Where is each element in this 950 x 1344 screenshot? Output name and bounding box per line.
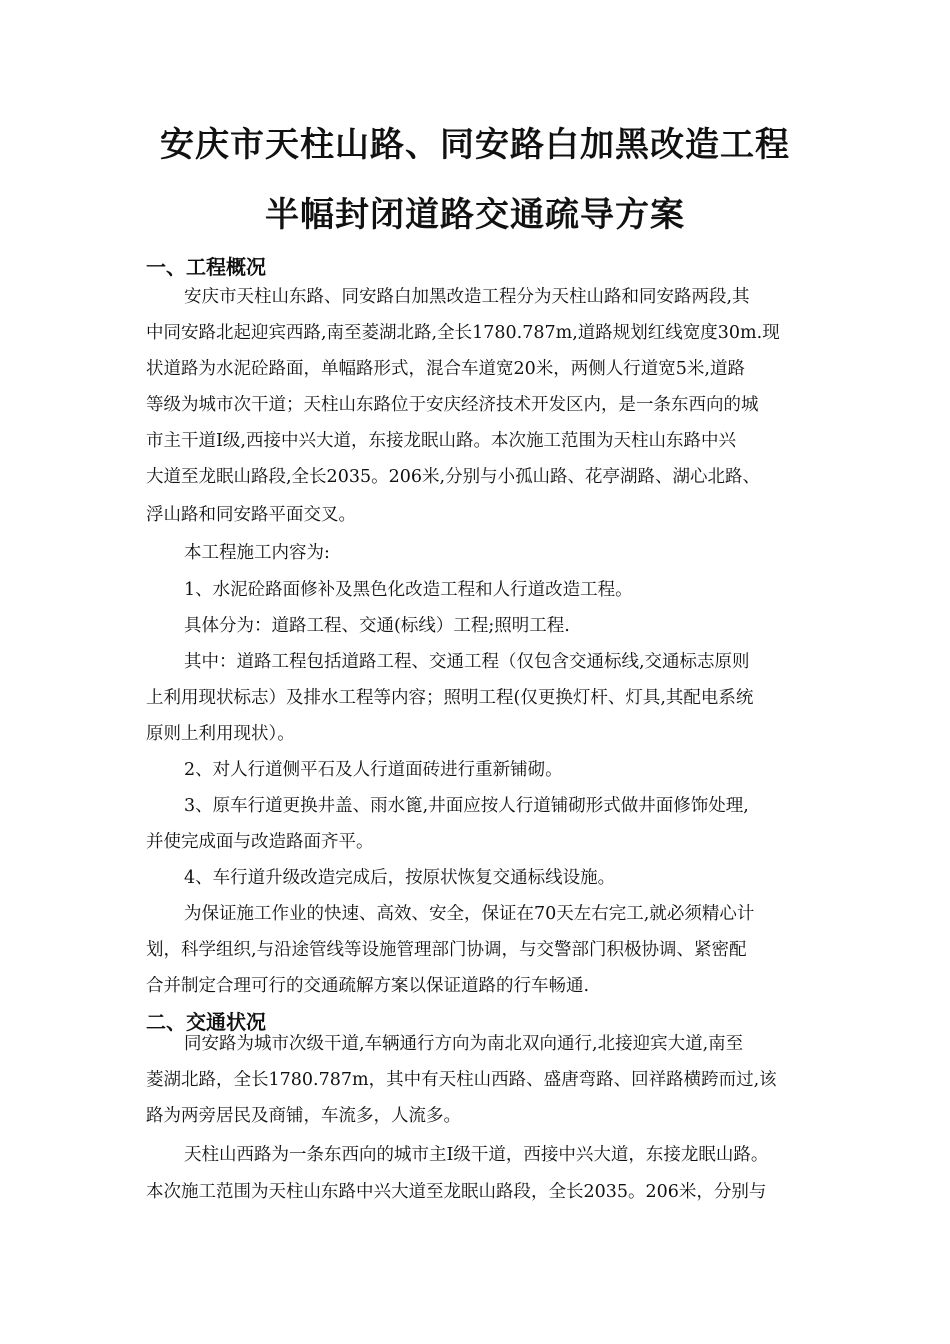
section-heading-traffic: 二、交通状况 xyxy=(146,1010,266,1034)
paragraph-line: 本次施工范围为天柱山东路中兴大道至龙眠山路段，全长2035。206米，分别与 xyxy=(146,1182,767,1202)
paragraph-line: 菱湖北路，全长1780.787m，其中有天柱山西路、盛唐弯路、回祥路横跨而过,该 xyxy=(146,1070,777,1090)
paragraph-line: 划，科学组织,与沿途管线等设施管理部门协调，与交警部门积极协调、紧密配 xyxy=(146,940,747,960)
list-item-1: 1、水泥砼路面修补及黑色化改造工程和人行道改造工程。 xyxy=(184,580,633,600)
paragraph-line: 安庆市天柱山东路、同安路白加黑改造工程分为天柱山路和同安路两段,其 xyxy=(184,287,750,307)
paragraph-line: 合并制定合理可行的交通疏解方案以保证道路的行车畅通. xyxy=(146,976,590,996)
paragraph-line: 等级为城市次干道；天柱山东路位于安庆经济技术开发区内，是一条东西向的城 xyxy=(146,395,759,415)
paragraph-line: 上利用现状标志）及排水工程等内容；照明工程(仅更换灯杆、灯具,其配电系统 xyxy=(146,688,754,708)
document-title-line-1: 安庆市天柱山路、同安路白加黑改造工程 xyxy=(160,125,790,165)
paragraph-line: 路为两旁居民及商铺，车流多，人流多。 xyxy=(146,1106,461,1126)
list-item-2: 2、对人行道侧平石及人行道面砖进行重新铺砌。 xyxy=(184,760,563,780)
paragraph-line: 同安路为城市次级干道,车辆通行方向为南北双向通行,北接迎宾大道,南至 xyxy=(184,1034,744,1054)
list-item-3: 3、原车行道更换井盖、雨水篦,井面应按人行道铺砌形式做井面修饰处理, xyxy=(184,796,749,816)
paragraph-line: 原则上利用现状）。 xyxy=(146,724,295,744)
paragraph-line: 市主干道Ⅰ级,西接中兴大道，东接龙眠山路。本次施工范围为天柱山东路中兴 xyxy=(146,431,736,451)
paragraph-line: 中同安路北起迎宾西路,南至菱湖北路,全长1780.787m,道路规划红线宽度30m.现 xyxy=(146,323,780,343)
list-item-4: 4、车行道升级改造完成后，按原状恢复交通标线设施。 xyxy=(184,868,616,888)
section-heading-overview: 一、工程概况 xyxy=(146,255,266,279)
paragraph-line: 浮山路和同安路平面交叉。 xyxy=(146,505,356,525)
paragraph-line: 为保证施工作业的快速、高效、安全，保证在70天左右完工,就必须精心计 xyxy=(184,904,755,924)
paragraph-line: 天柱山西路为一条东西向的城市主Ⅰ级干道，西接中兴大道，东接龙眠山路。 xyxy=(184,1145,769,1165)
paragraph-line: 并使完成面与改造路面齐平。 xyxy=(146,832,374,852)
paragraph-line: 具体分为：道路工程、交通(标线）工程;照明工程. xyxy=(184,616,570,636)
paragraph-line: 大道至龙眠山路段,全长2035。206米,分别与小孤山路、花亭湖路、湖心北路、 xyxy=(146,467,761,487)
paragraph-line: 其中：道路工程包括道路工程、交通工程（仅包含交通标线,交通标志原则 xyxy=(184,652,750,672)
document-title-line-2: 半幅封闭道路交通疏导方案 xyxy=(265,195,685,235)
paragraph-line: 状道路为水泥砼路面，单幅路形式，混合车道宽20米，两侧人行道宽5米,道路 xyxy=(146,359,745,379)
paragraph-line: 本工程施工内容为: xyxy=(184,543,330,563)
